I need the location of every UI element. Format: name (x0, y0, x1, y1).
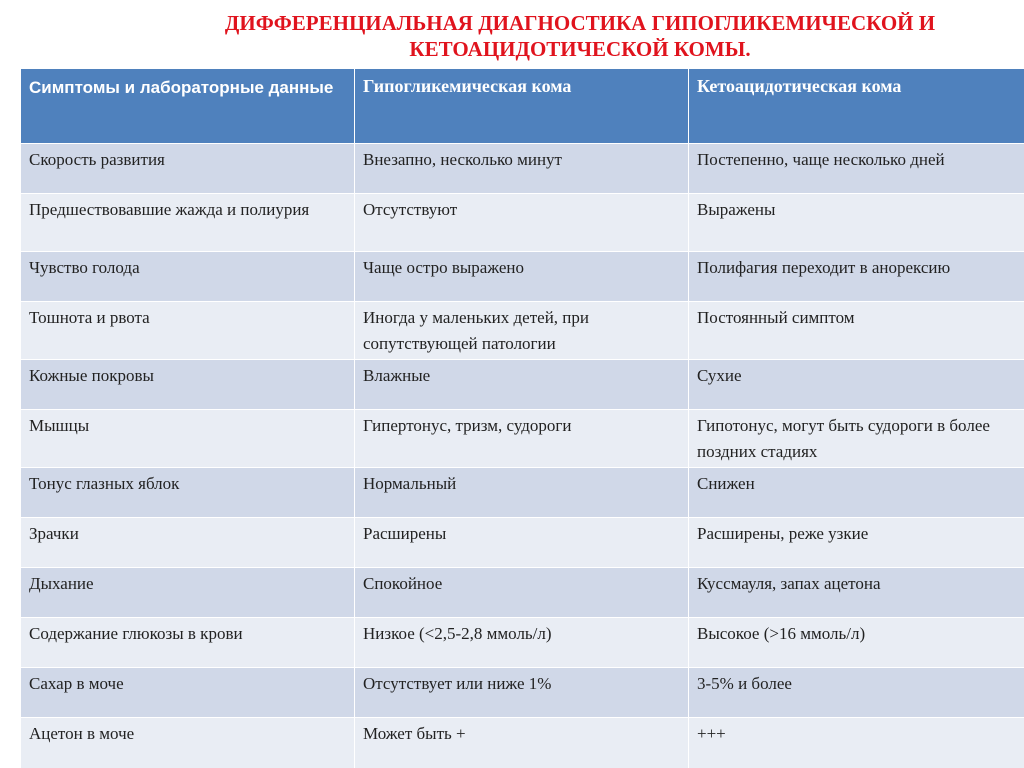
title-line-1: ДИФФЕРЕНЦИАЛЬНАЯ ДИАГНОСТИКА ГИПОГЛИКЕМИЧЕСКОЙ И (224, 11, 936, 35)
hypoglycemic-cell: Чаще остро выражено (355, 252, 689, 302)
table-row (21, 718, 1024, 768)
ketoacidotic-cell: Расширены, реже узкие (689, 518, 1024, 568)
symptom-cell: Скорость развития (21, 144, 355, 194)
table-row (21, 410, 1024, 468)
ketoacidotic-cell: Снижен (689, 468, 1024, 518)
hypoglycemic-cell: Внезапно, несколько минут (355, 144, 689, 194)
hypoglycemic-cell: Спокойное (355, 568, 689, 618)
ketoacidotic-cell: Выражены (689, 194, 1024, 252)
ketoacidotic-cell: Сухие (689, 360, 1024, 410)
symptom-cell: Содержание глюкозы в крови (21, 618, 355, 668)
header-hypoglycemic: Гипогликемическая кома (355, 69, 689, 144)
symptom-cell: Ацетон в моче (21, 718, 355, 768)
symptom-cell: Кожные покровы (21, 360, 355, 410)
title-line-2: КЕТОАЦИДОТИЧЕСКОЙ КОМЫ. (409, 37, 751, 61)
ketoacidotic-cell: Полифагия переходит в анорексию (689, 252, 1024, 302)
table-row (21, 618, 1024, 668)
table-header-row (21, 69, 1024, 144)
ketoacidotic-cell: Куссмауля, запах ацетона (689, 568, 1024, 618)
table-row (21, 518, 1024, 568)
symptom-cell: Сахар в моче (21, 668, 355, 718)
symptom-cell: Предшествовавшие жажда и полиурия (21, 194, 355, 252)
hypoglycemic-cell: Иногда у маленьких детей, при сопутствующей патологии (355, 302, 689, 360)
symptom-cell: Тонус глазных яблок (21, 468, 355, 518)
ketoacidotic-cell: Постепенно, чаще несколько дней (689, 144, 1024, 194)
table-row (21, 252, 1024, 302)
hypoglycemic-cell: Низкое (<2,5-2,8 ммоль/л) (355, 618, 689, 668)
hypoglycemic-cell: Гипертонус, тризм, судороги (355, 410, 689, 468)
header-symptoms: Симптомы и лабораторные данные (21, 69, 355, 144)
symptom-cell: Мышцы (21, 410, 355, 468)
table-row (21, 302, 1024, 360)
table-row (21, 144, 1024, 194)
header-ketoacidotic: Кетоацидотическая кома (689, 69, 1024, 144)
hypoglycemic-cell: Может быть + (355, 718, 689, 768)
hypoglycemic-cell: Влажные (355, 360, 689, 410)
diagnosis-table (20, 68, 1024, 768)
hypoglycemic-cell: Расширены (355, 518, 689, 568)
table-row (21, 568, 1024, 618)
ketoacidotic-cell: +++ (689, 718, 1024, 768)
table-row (21, 194, 1024, 252)
ketoacidotic-cell: Гипотонус, могут быть судороги в более поздних стадиях (689, 410, 1024, 468)
table-row (21, 468, 1024, 518)
ketoacidotic-cell: 3-5% и более (689, 668, 1024, 718)
symptom-cell: Тошнота и рвота (21, 302, 355, 360)
table-row (21, 360, 1024, 410)
hypoglycemic-cell: Отсутствуют (355, 194, 689, 252)
page-title (140, 10, 1020, 62)
symptom-cell: Чувство голода (21, 252, 355, 302)
symptom-cell: Зрачки (21, 518, 355, 568)
ketoacidotic-cell: Постоянный симптом (689, 302, 1024, 360)
table-row (21, 668, 1024, 718)
hypoglycemic-cell: Отсутствует или ниже 1% (355, 668, 689, 718)
ketoacidotic-cell: Высокое (>16 ммоль/л) (689, 618, 1024, 668)
hypoglycemic-cell: Нормальный (355, 468, 689, 518)
symptom-cell: Дыхание (21, 568, 355, 618)
